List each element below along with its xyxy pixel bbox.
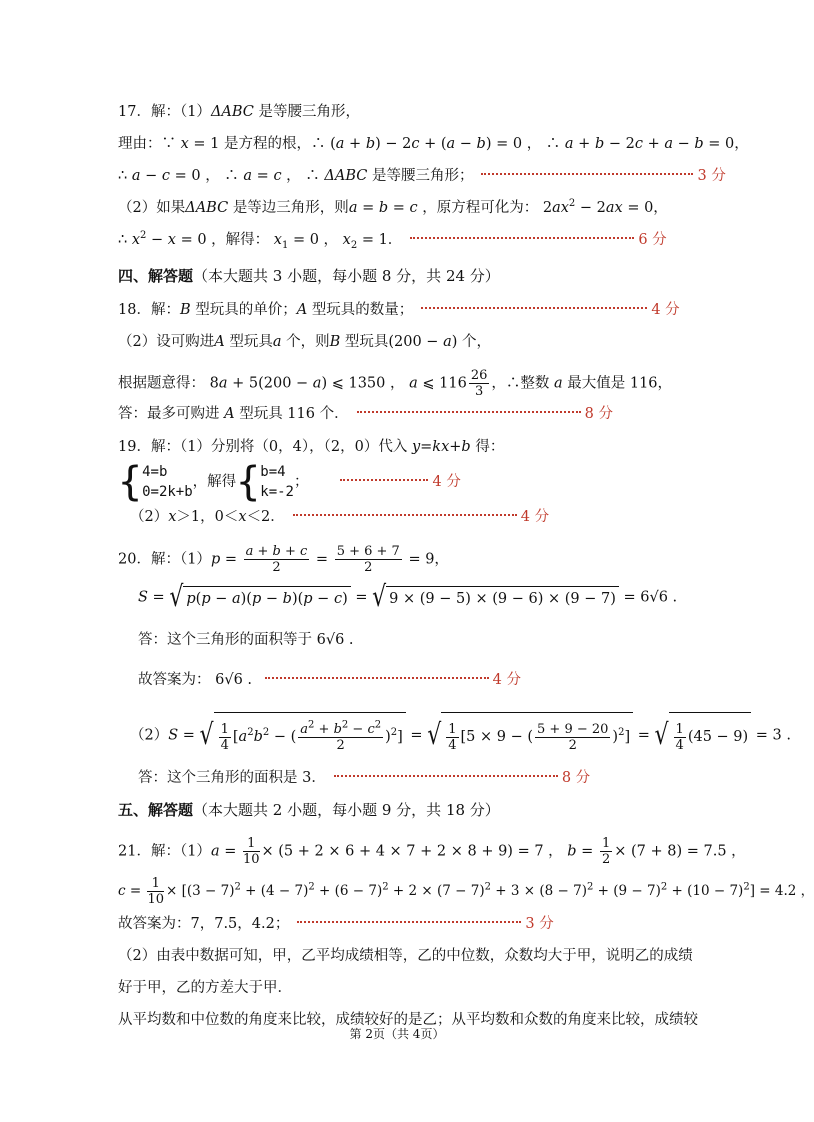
section-5-title: 五、解答题 bbox=[118, 801, 194, 819]
q18-l2-c: 个，则 bbox=[286, 334, 330, 350]
q17-l2-prefix: 理由： bbox=[118, 136, 162, 152]
q18-l1-b: 型玩具的数量； bbox=[311, 302, 414, 318]
score-label: 4 分 bbox=[651, 302, 680, 318]
q19-line-3: （2）x＞1，0＜x＜2． 4 分 bbox=[130, 509, 550, 525]
q20-ans2: 故答案为： bbox=[138, 672, 211, 688]
score-leader bbox=[357, 411, 581, 413]
q18-line-2: （2）设可购进A 型玩具a 个，则B 型玩具(200 − a) 个， bbox=[118, 334, 491, 350]
fraction: $\frac{1}{10}$ bbox=[242, 836, 260, 867]
q21-line-5 bbox=[118, 978, 292, 998]
page-footer: 第 2页（共 4页） bbox=[349, 1027, 445, 1041]
score-label: 8 分 bbox=[561, 770, 591, 786]
q18-l2-b: 型玩具 bbox=[229, 334, 273, 350]
score-label: 4 分 bbox=[432, 474, 461, 490]
score-label: 8 分 bbox=[584, 406, 613, 422]
q21-line-4 bbox=[118, 946, 693, 966]
fraction: $\frac{5 + 6 + 7}{2}$ bbox=[336, 544, 400, 575]
q17-l4-head: （2）如果 bbox=[118, 200, 186, 216]
q20-l5: （2） bbox=[130, 727, 169, 744]
q17-l4-mid: 是等边三角形，则 bbox=[232, 200, 349, 216]
q18-l3-b: ， bbox=[390, 375, 405, 392]
q20-line-4: 故答案为： 6√6 . 4 分 bbox=[138, 672, 521, 688]
q20-line-2: S = √ p(p − a)(p − b)(p − c) = √ 9 × (9 − 5) × (9 − 6) × (9 − 7) = 6√6 . bbox=[138, 580, 678, 614]
fraction: $\frac{26}{3}$ bbox=[470, 368, 488, 399]
score-label: 6 分 bbox=[638, 232, 667, 248]
score-label: 3 分 bbox=[697, 168, 726, 184]
section-5-heading bbox=[118, 800, 500, 820]
q18-line-3: 根据题意得： 8a + 5(200 − a) ⩽ 1350 ， a ⩽ 116 $\frac{26}{3}$ ，∴整数 a 最大值是 116， bbox=[118, 368, 673, 399]
score-leader bbox=[297, 921, 521, 923]
q20-ans3: 答：这个三角形的面积是 3． bbox=[138, 770, 326, 786]
q21-p4: 从平均数和中位数的角度来比较，成绩较好的是乙；从平均数和众数的角度来比较，成绩较 bbox=[118, 1012, 698, 1028]
score-leader bbox=[293, 514, 517, 516]
sys2-row-2: k=-2 bbox=[260, 484, 294, 500]
sqrt: √ p(p − a)(p − b)(p − c) bbox=[169, 586, 350, 609]
q19-line-1: 19．解：（1）分别将（0，4），（2，0）代入 y=kx+b 得： bbox=[118, 439, 505, 455]
q21-line-2: c = $\frac{1}{10}$ × $[(3 - 7)^2 + (4 - 7)^2 + (6 - 7)^2 + 2 \times (7 - 7)^2 + 3 \times (8 - 7)^2 + (9 - 7)^2 + (10 - 7)^2] = 4.2$ ， bbox=[118, 876, 814, 907]
score-leader bbox=[410, 237, 634, 239]
q20-ans1: 答：这个三角形的面积等于 bbox=[138, 632, 312, 648]
fraction: $\frac{1}{10}$ bbox=[147, 876, 165, 907]
q21-p2: （2）由表中数据可知，甲，乙平均成绩相等，乙的中位数，众数均大于甲，说明乙的成绩 bbox=[118, 948, 693, 964]
q20-line-3: 答：这个三角形的面积等于 6√6 . bbox=[138, 632, 354, 648]
score-leader bbox=[481, 173, 693, 175]
sqrt: √ $\frac{1}{4}$ [5 × 9 − ( $\frac{5 + 9 - 20}{2}$ )$^2$] bbox=[427, 712, 633, 759]
q20-l1: 20．解：（1） bbox=[118, 551, 211, 568]
section-4-heading bbox=[118, 266, 500, 286]
q18-l3-d: 最大值是 116， bbox=[567, 375, 673, 392]
q17-head: 17．解：（1） bbox=[118, 104, 211, 120]
q18-l3-a: 根据题意得： bbox=[118, 375, 205, 392]
q17-l5-mid: ，解得： bbox=[211, 232, 270, 248]
section-4-note: （本大题共 3 小题，每小题 8 分，共 24 分） bbox=[193, 267, 500, 285]
sys1-row-1: 4=b bbox=[142, 464, 168, 480]
score-leader bbox=[421, 307, 647, 309]
q19-line-2 bbox=[118, 460, 461, 504]
score-label: 4 分 bbox=[520, 509, 550, 525]
score-label: 3 分 bbox=[525, 916, 554, 932]
q18-l4-a: 答：最多可购进 bbox=[118, 406, 220, 422]
q21-line-3 bbox=[118, 914, 554, 934]
score-label: 4 分 bbox=[492, 672, 521, 688]
q17-line-1: 17．解：（1）ΔABC 是等腰三角形， bbox=[118, 104, 361, 120]
q17-l2-b: ， bbox=[526, 136, 542, 152]
sqrt: √ $\frac{1}{4}$ [$a^2b^2$ − ( $\frac{a^2 + b^2 - c^2}{2}$ )$^2$] bbox=[200, 712, 406, 759]
q21-ans: 故答案为：7，7.5，4.2； bbox=[118, 916, 290, 932]
q21-p3: 好于甲，乙的方差大于甲． bbox=[118, 980, 292, 996]
q17-line-4: （2）如果ΔABC 是等边三角形，则a = b = c ，原方程可化为： $2ax^2 - 2ax = 0$， bbox=[118, 198, 668, 216]
q18-l4-b: 型玩具 116 个． bbox=[239, 406, 349, 422]
q19-l1-b: 得： bbox=[475, 439, 505, 455]
q17-l4-mid2: ，原方程可化为： bbox=[422, 200, 539, 216]
q17-line-2: 理由：∵ x = 1 是方程的根，∴ (a + b) − 2c + (a − b) = 0 ， ∴ a + b − 2c + a − b = 0， bbox=[118, 136, 749, 152]
sys1-row-2: 0=2k+b bbox=[142, 484, 193, 500]
q18-l3-c: ，∴整数 bbox=[491, 375, 550, 392]
q17-l1-tail: 是等腰三角形， bbox=[258, 104, 361, 120]
q18-l1-a: 型玩具的单价； bbox=[195, 302, 297, 318]
sys2-row-1: b=4 bbox=[260, 464, 286, 480]
q18-l2-a: （2）设可购进 bbox=[118, 334, 215, 350]
equation-system-2: { b=4 k=-2 bbox=[236, 459, 294, 505]
sqrt: √ $\frac{1}{4}$ (45 − 9) bbox=[655, 712, 752, 759]
q21-line-1: 21．解：（1）a = $\frac{1}{10}$ × (5 + 2 × 6 + 4 × 7 + 2 × 8 + 9) = 7 ， b = $\frac{1}{2}$ × (7 + 8) = 7.5 ， bbox=[118, 836, 746, 867]
q19-solve: ，解得 bbox=[192, 474, 237, 490]
section-5-note: （本大题共 2 小题，每小题 9 分，共 18 分） bbox=[193, 801, 500, 819]
q20-line-1: 20．解：（1）p = $\frac{a + b + c}{2}$ = $\frac{5 + 6 + 7}{2}$ = 9， bbox=[118, 544, 449, 575]
q21-l1: 21．解：（1） bbox=[118, 843, 211, 860]
q19-l1-a: 19．解：（1）分别将（0，4），（2，0）代入 bbox=[118, 439, 408, 455]
q18-l2-d: 型玩具 bbox=[344, 334, 389, 350]
q17-line-3: ∴ a − c = 0 ， ∴ a = c ， ∴ ΔABC 是等腰三角形； 3 分 bbox=[118, 168, 726, 184]
q19-semi: ； bbox=[293, 474, 309, 490]
q20-line-5: （2）S = √ $\frac{1}{4}$ [$a^2b^2$ − ( $\frac{a^2 + b^2 - c^2}{2}$ )$^2$] = √ $\frac{1}{4}$ [5 × 9 − ( $\frac{5 + 9 - 20}{2}$ )$^2$] = √ $\frac{1}{4}$ (45 − 9) = 3 . bbox=[130, 712, 791, 756]
q19-l3: （2） bbox=[130, 509, 169, 525]
score-leader bbox=[334, 775, 558, 777]
fraction: $\frac{a + b + c}{2}$ bbox=[245, 544, 308, 575]
score-leader bbox=[265, 677, 489, 679]
q20-line-6 bbox=[138, 768, 590, 788]
q18-l1: 18．解： bbox=[118, 302, 180, 318]
sqrt: √ 9 × (9 − 5) × (9 − 6) × (9 − 7) bbox=[372, 586, 619, 609]
section-4-title: 四、解答题 bbox=[118, 267, 194, 285]
q18-line-1: 18．解：B 型玩具的单价；A 型玩具的数量； 4 分 bbox=[118, 302, 680, 318]
q18-line-4: 答：最多可购进 A 型玩具 116 个． 8 分 bbox=[118, 406, 613, 422]
q17-l3-tail: 是等腰三角形； bbox=[371, 168, 474, 184]
q17-l2-a: 是方程的根， bbox=[224, 136, 311, 152]
q17-line-5: ∴ $x^2 - x = 0$ ，解得： $x_1 = 0$ ， $x_2 = 1$． 6 分 bbox=[118, 230, 667, 251]
fraction: $\frac{1}{2}$ bbox=[601, 836, 611, 867]
q18-l2-e: 个， bbox=[462, 334, 491, 350]
score-leader bbox=[340, 479, 428, 481]
equation-system-1: { 4=b 0=2k+b bbox=[118, 459, 193, 505]
